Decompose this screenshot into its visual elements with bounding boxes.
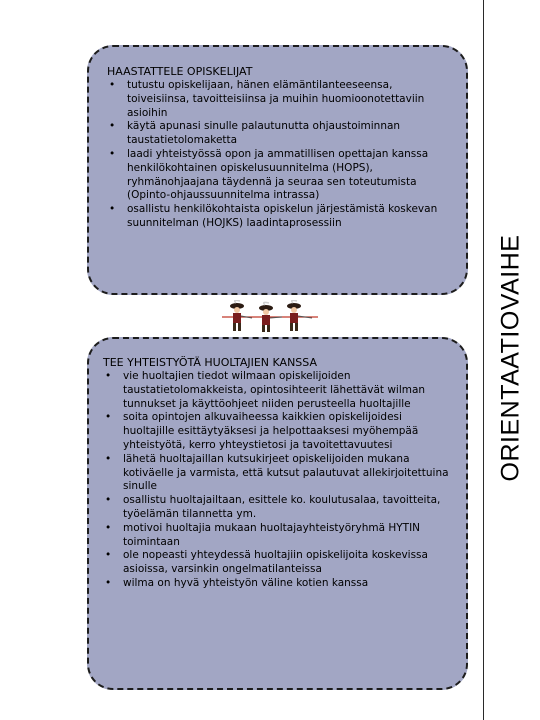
list-item: [107, 79, 452, 120]
list-item-text: osallistu henkilökohtaista opiskelun järjestämistä koskevan suunnitelman (HOJKS) laadintaprosessiin: [127, 203, 438, 229]
list-item-text: laadi yhteistyössä opon ja ammatillisen opettajan kanssa henkilökohtainen opiskelusuunnitelma (HOPS), ryhmänohjaajana täydennä ja seuraa sen toteutumista (Opinto-ohjaussuunnitelma intrassa): [127, 147, 429, 202]
list-item: [103, 453, 452, 494]
list-item-text: tutustu opiskelijaan, hänen elämäntilanteeseensa, toiveisiinsa, tavoitteisiinsa ja muihin huomioonotettaviin asioihin: [127, 79, 425, 119]
interview-card-title: HAASTATTELE OPISKELIJAT: [107, 65, 253, 78]
guardians-list: [103, 370, 452, 591]
list-item: [107, 148, 452, 203]
bullet-icon: •: [109, 147, 116, 160]
list-item-text: lähetä huoltajaillan kutsukirjeet opiskelijoiden mukana kotiväelle ja varmista, että kutsut palautuvat allekirjoitettuina sinulle: [123, 452, 449, 493]
list-item: [103, 411, 452, 452]
list-item: [103, 522, 452, 550]
page-number: 11: [494, 677, 506, 687]
list-item-text: motivoi huoltajia mukaan huoltajayhteistyöryhmä HYTIN toimintaan: [123, 521, 421, 548]
list-item: [107, 120, 452, 148]
bullet-icon: •: [105, 521, 112, 534]
guardians-card: [87, 337, 468, 690]
list-item-text: vie huoltajien tiedot wilmaan opiskelijoiden taustatietolomakkeista, opintosihteerit lähettävät wilman tunnukset ja käyttöohjeet niiden perusteella huoltajille: [123, 370, 426, 410]
guardians-card-title: TEE YHTEISTYÖTÄ HUOLTAJIEN KANSSA: [103, 356, 318, 369]
list-item-text: osallistu huoltajailtaan, esittele ko. koulutusalaa, tavoitteita, työelämän tilannetta ym.: [123, 494, 441, 520]
list-item-text: soita opintojen alkuvaiheessa kaikkien opiskelijoidesi huoltajille esittäytyäksesi ja helpottaaksesi myöhempää yhteistyötä, kerro yhteystietosi ja tavoitettavuutesi: [123, 411, 419, 451]
list-item-text: wilma on hyvä yhteistyön väline kotien kanssa: [123, 576, 369, 589]
interview-list: [107, 79, 452, 231]
bullet-icon: •: [105, 549, 112, 562]
list-item-text: käytä apunasi sinulle palautunutta ohjaustoiminnan taustatietolomaketta: [127, 120, 401, 147]
bullet-icon: •: [105, 494, 112, 507]
interview-card: [87, 45, 468, 295]
list-item: [103, 549, 452, 577]
musketeer-figure-1: [230, 300, 252, 331]
three-musketeers-icon: [222, 300, 318, 334]
section-title: ORIENTAATIOVAIHE: [496, 234, 525, 482]
list-item: [103, 370, 452, 411]
bullet-icon: •: [105, 370, 112, 382]
bullet-icon: •: [109, 203, 116, 216]
musketeer-figure-3: [287, 300, 312, 331]
bullet-icon: •: [109, 120, 116, 133]
bullet-icon: •: [109, 79, 116, 91]
bullet-icon: •: [105, 452, 112, 465]
list-item-text: ole nopeasti yhteydessä huoltajiin opiskelijoita koskevissa asioissa, varsinkin ongelmatilanteissa: [123, 549, 428, 576]
list-item: [103, 577, 452, 591]
list-item: [103, 494, 452, 522]
bullet-icon: •: [105, 576, 112, 589]
list-item: [107, 203, 452, 231]
bullet-icon: •: [105, 411, 112, 424]
